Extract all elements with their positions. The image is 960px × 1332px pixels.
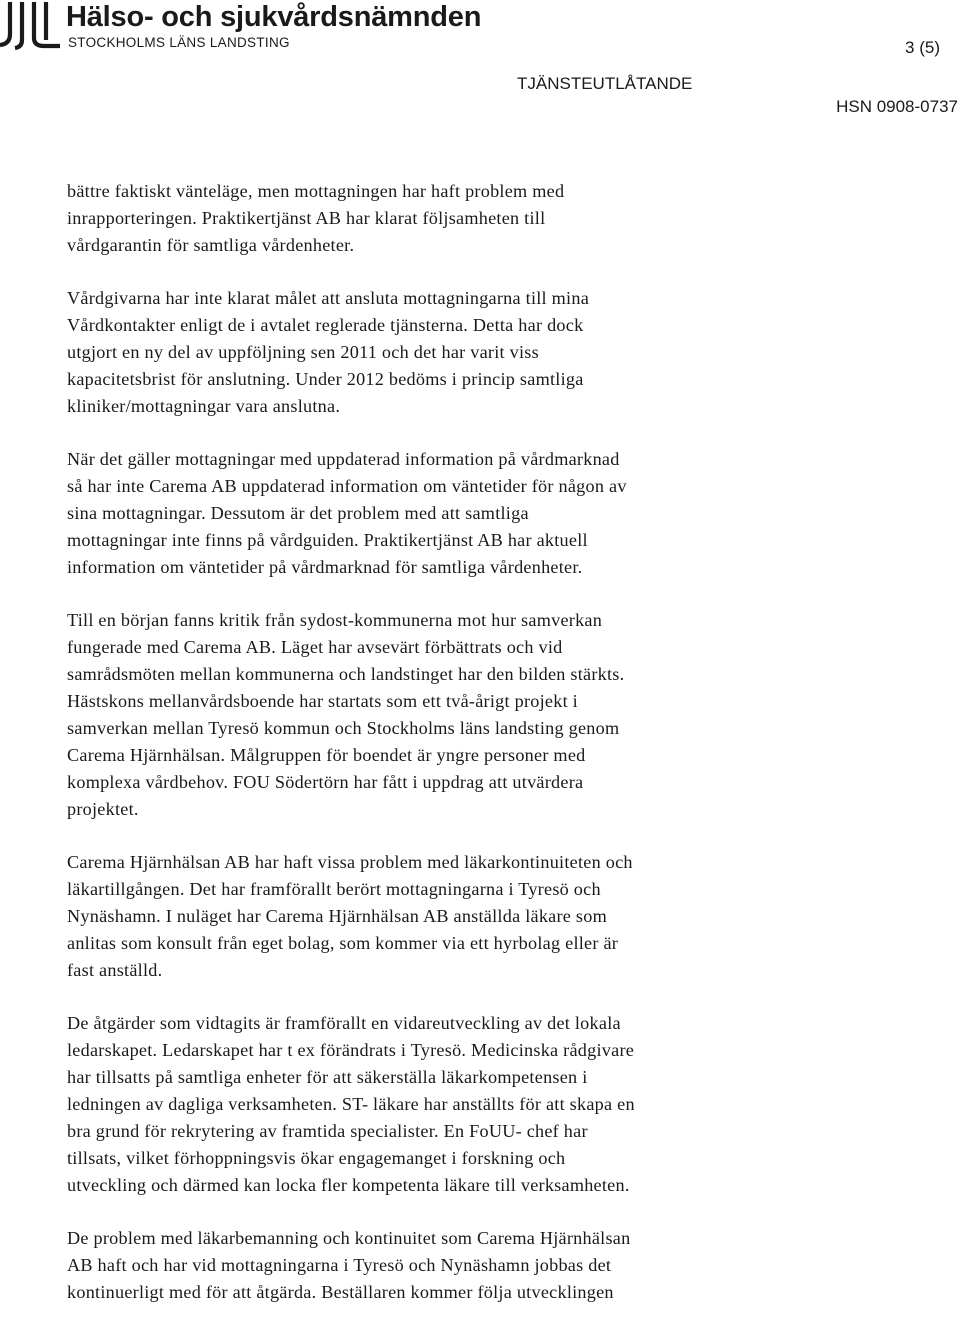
text-line: ledningen av dagliga verksamheten. ST- läkare har anställts för att skapa en <box>67 1094 635 1114</box>
paragraph <box>67 607 947 823</box>
text-line: utgjort en ny del av uppföljning sen 2011 och det har varit viss <box>67 342 539 362</box>
text-line: komplexa vårdbehov. FOU Södertörn har fått i uppdrag att utvärdera <box>67 772 584 792</box>
text-line: inrapporteringen. Praktikertjänst AB har klarat följsamheten till <box>67 208 546 228</box>
text-line: vårdgarantin för samtliga vårdenheter. <box>67 235 355 255</box>
paragraph <box>67 1010 947 1199</box>
text-line: De åtgärder som vidtagits är framförallt en vidareutveckling av det lokala <box>67 1013 621 1033</box>
text-line: bättre faktiskt vänteläge, men mottagningen har haft problem med <box>67 181 565 201</box>
text-line: samrådsmöten mellan kommunerna och landstinget har den bilden stärkts. <box>67 664 625 684</box>
text-line: utveckling och därmed kan locka fler kompetenta läkare till verksamheten. <box>67 1175 630 1195</box>
text-line: bra grund för rekrytering av framtida specialister. En FoUU- chef har <box>67 1121 588 1141</box>
text-line: Nynäshamn. I nuläget har Carema Hjärnhälsan AB anställda läkare som <box>67 906 607 926</box>
text-line: Vårdgivarna har inte klarat målet att ansluta mottagningarna till mina <box>67 288 590 308</box>
text-line: ledarskapet. Ledarskapet har t ex förändrats i Tyresö. Medicinska rådgivare <box>67 1040 635 1060</box>
document-reference: HSN 0908-0737 <box>836 97 958 116</box>
paragraph <box>67 285 947 420</box>
text-line: läkartillgången. Det har framförallt berört mottagningarna i Tyresö och <box>67 879 601 899</box>
document-type: TJÄNSTEUTLÅTANDE <box>517 74 693 93</box>
organization-subtitle: STOCKHOLMS LÄNS LANDSTING <box>68 35 290 50</box>
text-line: information om väntetider på vårdmarknad för samtliga vårdenheter. <box>67 557 583 577</box>
text-line: Carema Hjärnhälsan AB har haft vissa problem med läkarkontinuiteten och <box>67 852 633 872</box>
text-line: har tillsatts på samtliga enheter för att säkerställa läkarkompetensen i <box>67 1067 588 1087</box>
paragraph <box>67 1225 947 1306</box>
paragraph <box>67 849 947 984</box>
text-line: mottagningar inte finns på vårdguiden. Praktikertjänst AB har aktuell <box>67 530 588 550</box>
organization-name: Hälso- och sjukvårdsnämnden <box>66 1 482 33</box>
text-line: kliniker/mottagningar vara anslutna. <box>67 396 341 416</box>
text-line: AB haft och har vid mottagningarna i Tyresö och Nynäshamn jobbas det <box>67 1255 612 1275</box>
text-line: så har inte Carema AB uppdaterad information om väntetider för någon av <box>67 476 627 496</box>
page-header <box>0 0 960 130</box>
paragraph <box>67 446 947 581</box>
text-line: Till en början fanns kritik från sydost-kommunerna mot hur samverkan <box>67 610 603 630</box>
text-line: projektet. <box>67 799 139 819</box>
text-line: anlitas som konsult från eget bolag, som kommer via ett hyrbolag eller är <box>67 933 619 953</box>
page-number: 3 (5) <box>905 38 940 57</box>
paragraph <box>67 178 947 259</box>
text-line: De problem med läkarbemanning och kontinuitet som Carema Hjärnhälsan <box>67 1228 631 1248</box>
text-line: fungerade med Carema AB. Läget har avsevärt förbättrats och vid <box>67 637 563 657</box>
text-line: kontinuerligt med för att åtgärda. Beställaren kommer följa utvecklingen <box>67 1282 614 1302</box>
text-line: sina mottagningar. Dessutom är det problem med att samtliga <box>67 503 529 523</box>
text-line: kapacitetsbrist för anslutning. Under 2012 bedöms i princip samtliga <box>67 369 584 389</box>
document-body <box>67 178 947 1332</box>
text-line: När det gäller mottagningar med uppdaterad information på vårdmarknad <box>67 449 620 469</box>
text-line: Vårdkontakter enligt de i avtalet reglerade tjänsterna. Detta har dock <box>67 315 584 335</box>
text-line: Carema Hjärnhälsan. Målgruppen för boendet är yngre personer med <box>67 745 586 765</box>
text-line: tillsats, vilket förhoppningsvis ökar engagemanget i forskning och <box>67 1148 566 1168</box>
text-line: fast anställd. <box>67 960 163 980</box>
text-line: samverkan mellan Tyresö kommun och Stockholms läns landsting genom <box>67 718 620 738</box>
landsting-logo-icon <box>0 0 62 50</box>
text-line: Hästskons mellanvårdsboende har startats som ett två-årigt projekt i <box>67 691 578 711</box>
